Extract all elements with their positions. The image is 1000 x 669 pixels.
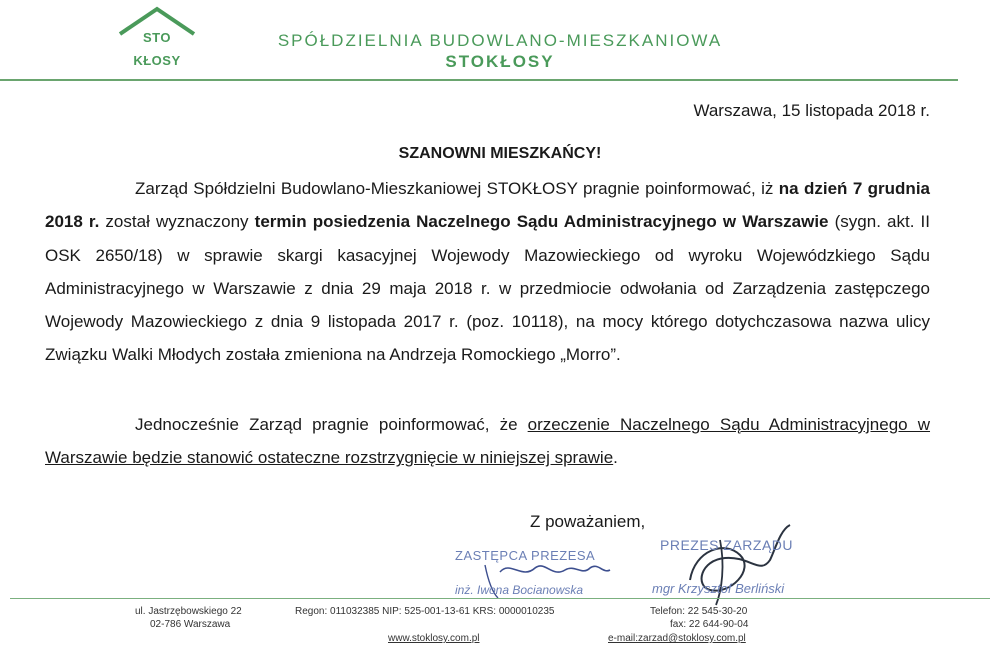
right-signatory-title: PREZES ZARZĄDU xyxy=(660,537,794,553)
paragraph-conclusion xyxy=(45,408,930,475)
cooperative-logo xyxy=(112,6,202,74)
left-signatory-title: ZASTĘPCA PREZESA xyxy=(455,548,596,563)
p2-text2: . xyxy=(613,448,618,468)
p1-date-bold: na dzień 7 grudnia 2018 r. xyxy=(45,179,930,232)
p1-hearing-bold: termin posiedzenia Naczelnego Sądu Administracyjnego w Warszawie xyxy=(254,212,829,232)
footer-fax: fax: 22 644-90-04 xyxy=(670,619,749,630)
logo-line1: STO xyxy=(143,30,171,45)
footer-website-link[interactable]: www.stoklosy.com.pl xyxy=(388,633,480,644)
footer-divider xyxy=(10,598,990,599)
p1-text3: (sygn. akt. II OSK 2650/18) w sprawie skargi kasacyjnej Wojewody Mazowieckiego od wyroku Wojewódzkiego Sądu Administracyjnego w Warszawie z dnia 29 maja 2018 r. w przedmiocie odwołania od Zarządzenia zastępczego Wojewody Mazowieckiego z dnia 9 listopada 2017 r. (poz. 10118), na mocy którego dotychczasowa nazwa ulicy Związku Walki Młodych została zmieniona na Andrzeja Romockiego „Morro”. xyxy=(45,212,930,365)
p2-underlined: orzeczenie Naczelnego Sądu Administracyjnego w Warszawie będzie stanowić ostateczne rozstrzygnięcie w niniejszej sprawie xyxy=(45,415,931,468)
footer-registry-ids: Regon: 011032385 NIP: 525-001-13-61 KRS: 0000010235 xyxy=(295,606,555,617)
p1-text1: Zarząd Spółdzielni Budowlano-Mieszkaniowej STOKŁOSY pragnie poinformować, iż xyxy=(135,179,779,198)
footer-email-link[interactable]: e-mail:zarzad@stoklosy.com.pl xyxy=(608,633,746,644)
organization-brand: STOKŁOSY xyxy=(445,52,555,71)
left-signatory-name: inż. Iwona Bocianowska xyxy=(455,583,584,597)
paragraph-announcement xyxy=(45,172,930,372)
footer-address-street: ul. Jastrzębowskiego 22 xyxy=(135,606,242,617)
p1-text2: został wyznaczony xyxy=(99,212,255,232)
logo-line2: KŁOSY xyxy=(133,53,181,68)
salutation: SZANOWNI MIESZKAŃCY! xyxy=(398,145,602,162)
right-signatory-name: mgr Krzysztof Berliński xyxy=(652,581,785,596)
header-divider xyxy=(0,79,958,81)
organization-name: SPÓŁDZIELNIA BUDOWLANO-MIESZKANIOWA xyxy=(277,31,723,50)
footer-phone: Telefon: 22 545-30-20 xyxy=(650,606,748,617)
letter-date: Warszawa, 15 listopada 2018 r. xyxy=(693,101,930,120)
footer-address-city: 02-786 Warszawa xyxy=(150,619,231,630)
p2-text1: Jednocześnie Zarząd pragnie poinformować, że xyxy=(135,415,528,434)
closing: Z poważaniem, xyxy=(530,512,646,531)
